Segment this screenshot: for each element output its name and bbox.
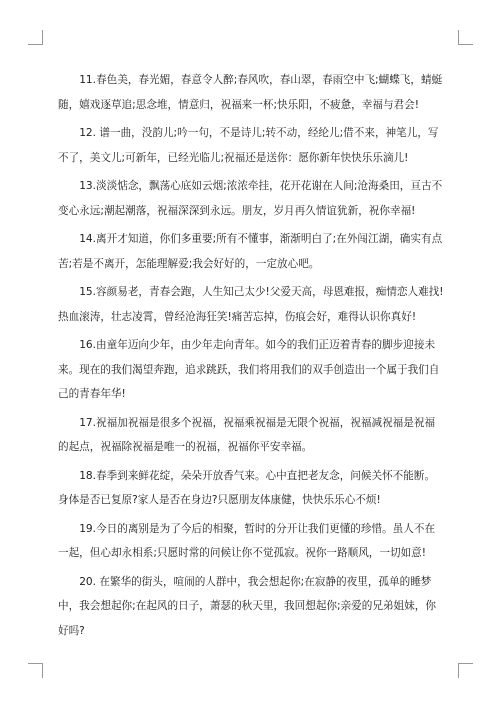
paragraph-15: 15.容颜易老，青春会跑，人生知己太少!父爱天高，母恩难报，痴情恋人难找!热血滚涛，壮志凌霄，曾经沧海狂笑!痛苦忘掉，伤痕会好，难得认识你真好! xyxy=(58,286,444,323)
paragraph-19: 19.今日的离别是为了今后的相聚，暂时的分开让我们更懂的珍惜。虽人不在一起，但心却永相系;只愿时常的问候让你不觉孤寂。祝你一路顺风，一切如意! xyxy=(58,522,436,559)
paragraph-20: 20. 在繁华的街头，喧闹的人群中，我会想起你;在寂静的夜里，孤单的睡梦中，我会想起你;在起风的日子，萧瑟的秋天里，我回想起你;亲爱的兄弟姐妹，你好吗? xyxy=(58,575,436,637)
paragraph-18: 18.春季到来鲜花绽，朵朵开放香气来。心中直把老友念，问候关怀不能断。身体是否已复原?家人是否在身边?只愿朋友体康健，快快乐乐心不烦! xyxy=(58,469,436,506)
paragraph-12: 12. 谱一曲，没韵儿;吟一句，不是诗儿;转不动，经纶儿;借不来，神笔儿，写不了，美文儿;可新年，已经光临儿;祝福还是送你：愿你新年快快乐乐滴儿! xyxy=(58,127,439,164)
document-body xyxy=(58,68,444,647)
crop-mark-bottom-right xyxy=(458,663,473,678)
crop-mark-top-left xyxy=(28,30,43,45)
paragraph-11: 11.春色美，春光媚，春意令人醉;春风吹，春山翠，春雨空中飞;蝴蝶飞，蜻蜓随，嬉戏逐草追;思念堆，情意归，祝福来一杯;快乐阳，不疲惫，幸福与君会! xyxy=(58,74,443,111)
paragraph-14: 14.离开才知道，你们多重要;所有不懂事，渐渐明白了;在外闯江湖，确实有点苦;若是不离开，怎能理解爱;我会好好的，一定放心吧。 xyxy=(58,233,443,270)
paragraph-13: 13.淡淡惦念，飘荡心底如云烟;浓浓牵挂，花开花谢在人间;沧海桑田，亘古不变心永远;潮起潮落，祝福深深到永远。朋友，岁月再久情谊犹新，祝你幸福! xyxy=(58,180,443,217)
paragraph-17: 17.祝福加祝福是很多个祝福，祝福乘祝福是无限个祝福，祝福减祝福是祝福的起点，祝福除祝福是唯一的祝福，祝福你平安幸福。 xyxy=(58,416,436,453)
paragraph-16: 16.由童年迈向少年，由少年走向青年。如今的我们正迈着青春的脚步迎接未来。现在的我们渴望奔跑，追求跳跃，我们将用我们的双手创造出一个属于我们自己的青春年华! xyxy=(58,339,440,400)
crop-mark-bottom-left xyxy=(28,663,43,678)
crop-mark-top-right xyxy=(458,30,473,45)
